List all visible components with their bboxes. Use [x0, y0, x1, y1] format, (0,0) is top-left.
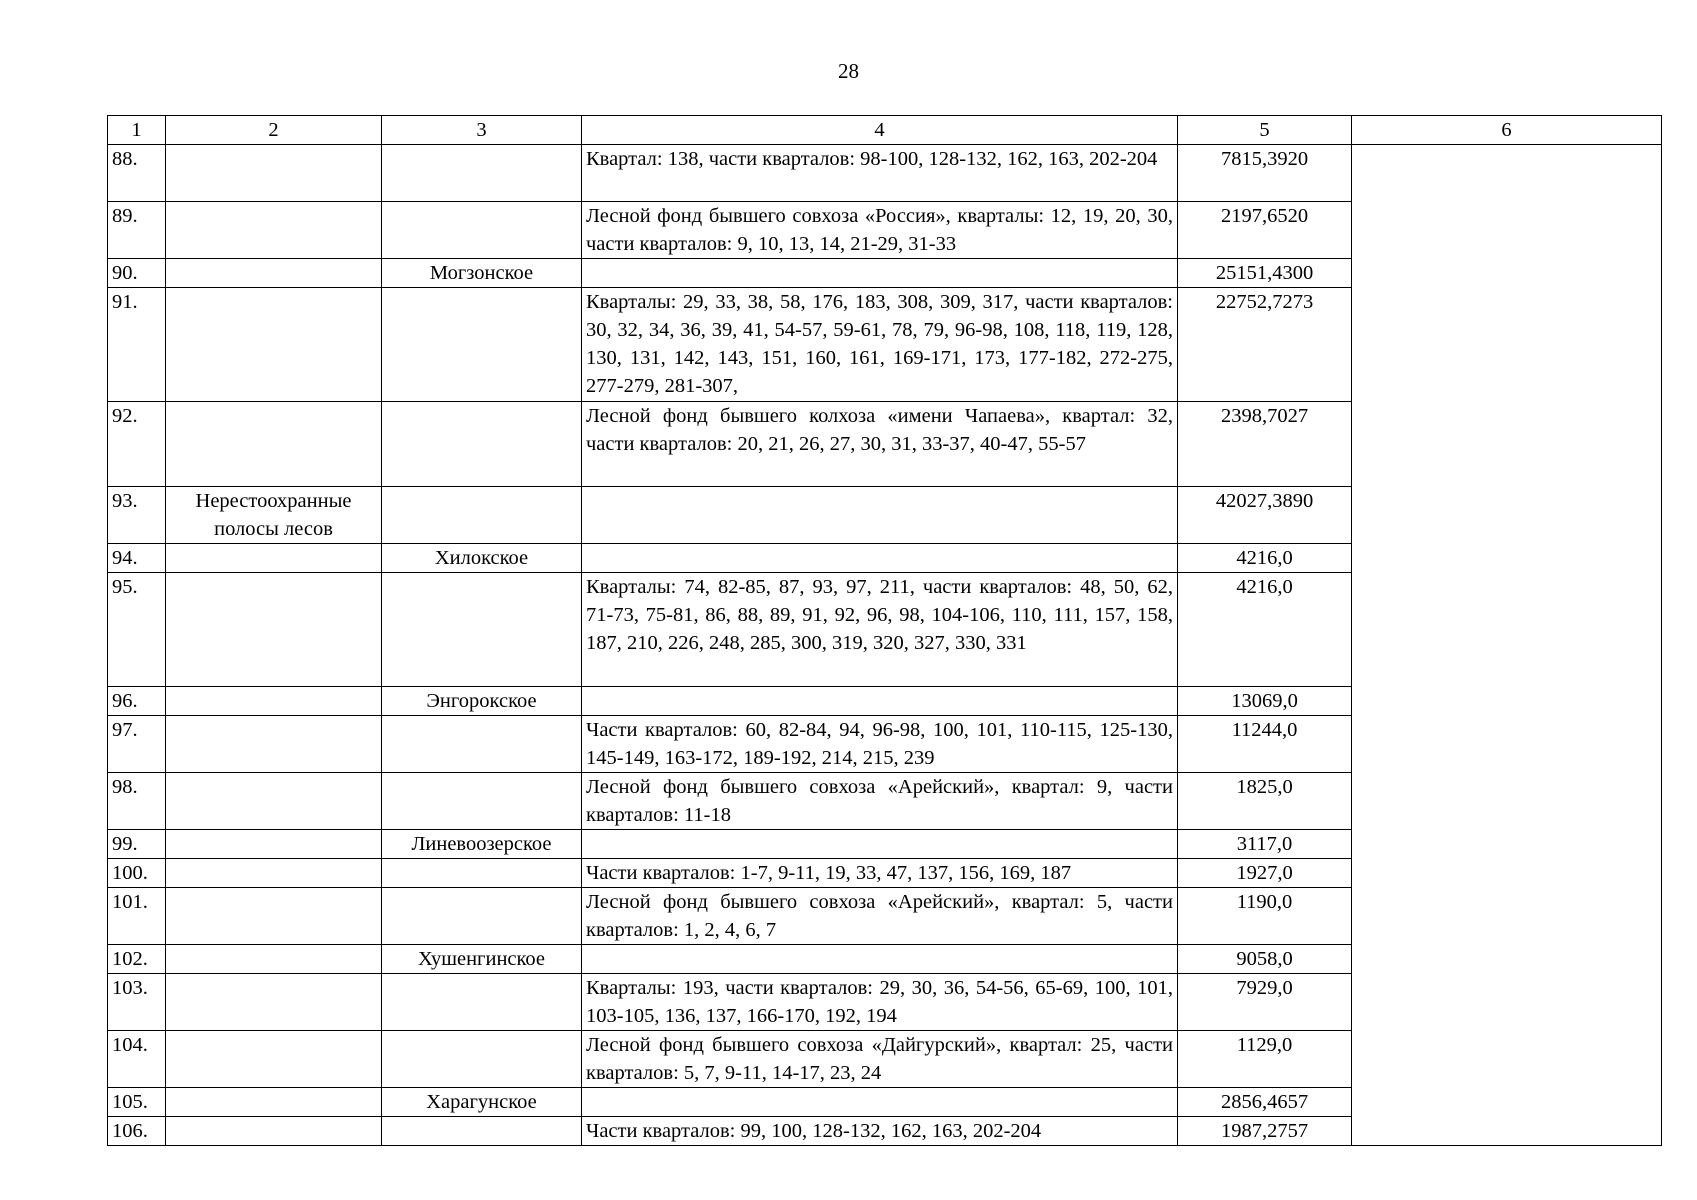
column-header-6: 6 — [1352, 116, 1662, 145]
forestry-cell — [166, 687, 382, 716]
area-cell: 3117,0 — [1178, 830, 1352, 859]
description-cell — [582, 544, 1178, 573]
area-cell: 1129,0 — [1178, 1031, 1352, 1088]
row-number-cell: 90. — [108, 259, 166, 288]
description-cell: Кварталы: 193, части кварталов: 29, 30, 36, 54-56, 65-69, 100, 101, 103-105, 136, 137, 166-170, 192, 194 — [582, 974, 1178, 1031]
description-cell — [582, 830, 1178, 859]
row-number-cell: 102. — [108, 945, 166, 974]
description-cell — [582, 687, 1178, 716]
description-cell: Части кварталов: 1-7, 9-11, 19, 33, 47, 137, 156, 169, 187 — [582, 859, 1178, 888]
area-cell: 9058,0 — [1178, 945, 1352, 974]
district-cell: Хушенгинское — [382, 945, 582, 974]
row-number-cell: 106. — [108, 1117, 166, 1146]
row-number-cell: 105. — [108, 1088, 166, 1117]
forestry-cell — [166, 202, 382, 259]
forestry-cell — [166, 145, 382, 202]
forestry-cell — [166, 573, 382, 687]
district-cell — [382, 888, 582, 945]
area-cell: 13069,0 — [1178, 687, 1352, 716]
row-number-cell: 101. — [108, 888, 166, 945]
area-cell: 4216,0 — [1178, 544, 1352, 573]
district-cell — [382, 716, 582, 773]
description-cell: Лесной фонд бывшего совхоза «Дайгурский», квартал: 25, части кварталов: 5, 7, 9-11, 14-17, 23, 24 — [582, 1031, 1178, 1088]
district-cell — [382, 145, 582, 202]
row-number-cell: 99. — [108, 830, 166, 859]
row-number-cell: 103. — [108, 974, 166, 1031]
row-number-cell: 92. — [108, 402, 166, 487]
description-cell — [582, 259, 1178, 288]
forestry-cell — [166, 259, 382, 288]
district-cell — [382, 288, 582, 402]
area-cell: 11244,0 — [1178, 716, 1352, 773]
district-cell — [382, 974, 582, 1031]
district-cell — [382, 773, 582, 830]
district-cell — [382, 859, 582, 888]
forestry-cell — [166, 945, 382, 974]
area-cell: 22752,7273 — [1178, 288, 1352, 402]
forestry-cell — [166, 288, 382, 402]
area-cell: 1190,0 — [1178, 888, 1352, 945]
area-cell: 1987,2757 — [1178, 1117, 1352, 1146]
row-number-cell: 100. — [108, 859, 166, 888]
forestry-cell: Нерестоохранные полосы лесов — [166, 487, 382, 544]
row-number-cell: 96. — [108, 687, 166, 716]
area-cell: 25151,4300 — [1178, 259, 1352, 288]
column-header-2: 2 — [166, 116, 382, 145]
description-cell: Кварталы: 29, 33, 38, 58, 176, 183, 308, 309, 317, части кварталов: 30, 32, 34, 36, 39, 41, 54-57, 59-61, 78, 79, 96-98, 108, 118, 119, 128, 130, 131, 142, 143, 151, 160, 161, 169-171, 173, 177-182, 272-275, 277-279, 281-307, — [582, 288, 1178, 402]
table-header-row — [108, 116, 1662, 145]
forestry-cell — [166, 1117, 382, 1146]
area-cell: 2856,4657 — [1178, 1088, 1352, 1117]
area-cell: 1927,0 — [1178, 859, 1352, 888]
row-number-cell: 97. — [108, 716, 166, 773]
column-header-4: 4 — [582, 116, 1178, 145]
area-cell: 7929,0 — [1178, 974, 1352, 1031]
district-cell — [382, 202, 582, 259]
forest-quarters-table — [107, 115, 1662, 1146]
district-cell: Линевоозерское — [382, 830, 582, 859]
description-cell — [582, 945, 1178, 974]
forestry-cell — [166, 402, 382, 487]
district-cell — [382, 487, 582, 544]
forestry-cell — [166, 544, 382, 573]
forestry-cell — [166, 1031, 382, 1088]
table-body — [108, 116, 1662, 1146]
row-number-cell: 98. — [108, 773, 166, 830]
row-number-cell: 94. — [108, 544, 166, 573]
forestry-cell — [166, 1088, 382, 1117]
area-cell: 4216,0 — [1178, 573, 1352, 687]
description-cell — [582, 1088, 1178, 1117]
description-cell: Лесной фонд бывшего совхоза «Арейский», квартал: 5, части кварталов: 1, 2, 4, 6, 7 — [582, 888, 1178, 945]
district-cell: Хилокское — [382, 544, 582, 573]
district-cell: Энгорокское — [382, 687, 582, 716]
description-cell: Части кварталов: 99, 100, 128-132, 162, 163, 202-204 — [582, 1117, 1178, 1146]
area-cell: 2197,6520 — [1178, 202, 1352, 259]
description-cell — [582, 487, 1178, 544]
page-number: 28 — [838, 59, 859, 83]
forestry-cell — [166, 974, 382, 1031]
column-header-1: 1 — [108, 116, 166, 145]
district-cell: Могзонское — [382, 259, 582, 288]
description-cell: Лесной фонд бывшего совхоза «Арейский», квартал: 9, части кварталов: 11-18 — [582, 773, 1178, 830]
column-header-3: 3 — [382, 116, 582, 145]
row-number-cell: 93. — [108, 487, 166, 544]
district-cell: Харагунское — [382, 1088, 582, 1117]
table-row — [108, 145, 1662, 202]
area-cell: 1825,0 — [1178, 773, 1352, 830]
forestry-cell — [166, 716, 382, 773]
description-cell: Лесной фонд бывшего колхоза «имени Чапаева», квартал: 32, части кварталов: 20, 21, 26, 27, 30, 31, 33-37, 40-47, 55-57 — [582, 402, 1178, 487]
district-cell — [382, 1117, 582, 1146]
forestry-cell — [166, 888, 382, 945]
forestry-cell — [166, 830, 382, 859]
row-number-cell: 95. — [108, 573, 166, 687]
forestry-cell — [166, 773, 382, 830]
column-header-5: 5 — [1178, 116, 1352, 145]
description-cell: Квартал: 138, части кварталов: 98-100, 128-132, 162, 163, 202-204 — [582, 145, 1178, 202]
district-cell — [382, 1031, 582, 1088]
district-cell — [382, 573, 582, 687]
forestry-cell — [166, 859, 382, 888]
row-number-cell: 89. — [108, 202, 166, 259]
area-cell: 7815,3920 — [1178, 145, 1352, 202]
area-cell: 42027,3890 — [1178, 487, 1352, 544]
description-cell: Кварталы: 74, 82-85, 87, 93, 97, 211, части кварталов: 48, 50, 62, 71-73, 75-81, 86, 88, 89, 91, 92, 96, 98, 104-106, 110, 111, 157, 158, 187, 210, 226, 248, 285, 300, 319, 320, 327, 330, 331 — [582, 573, 1178, 687]
area-cell: 2398,7027 — [1178, 402, 1352, 487]
description-cell: Лесной фонд бывшего совхоза «Россия», кварталы: 12, 19, 20, 30, части кварталов: 9, 10, 13, 14, 21-29, 31-33 — [582, 202, 1178, 259]
row-number-cell: 91. — [108, 288, 166, 402]
column-6-cell — [1352, 145, 1662, 1146]
district-cell — [382, 402, 582, 487]
row-number-cell: 104. — [108, 1031, 166, 1088]
row-number-cell: 88. — [108, 145, 166, 202]
description-cell: Части кварталов: 60, 82-84, 94, 96-98, 100, 101, 110-115, 125-130, 145-149, 163-172, 189-192, 214, 215, 239 — [582, 716, 1178, 773]
